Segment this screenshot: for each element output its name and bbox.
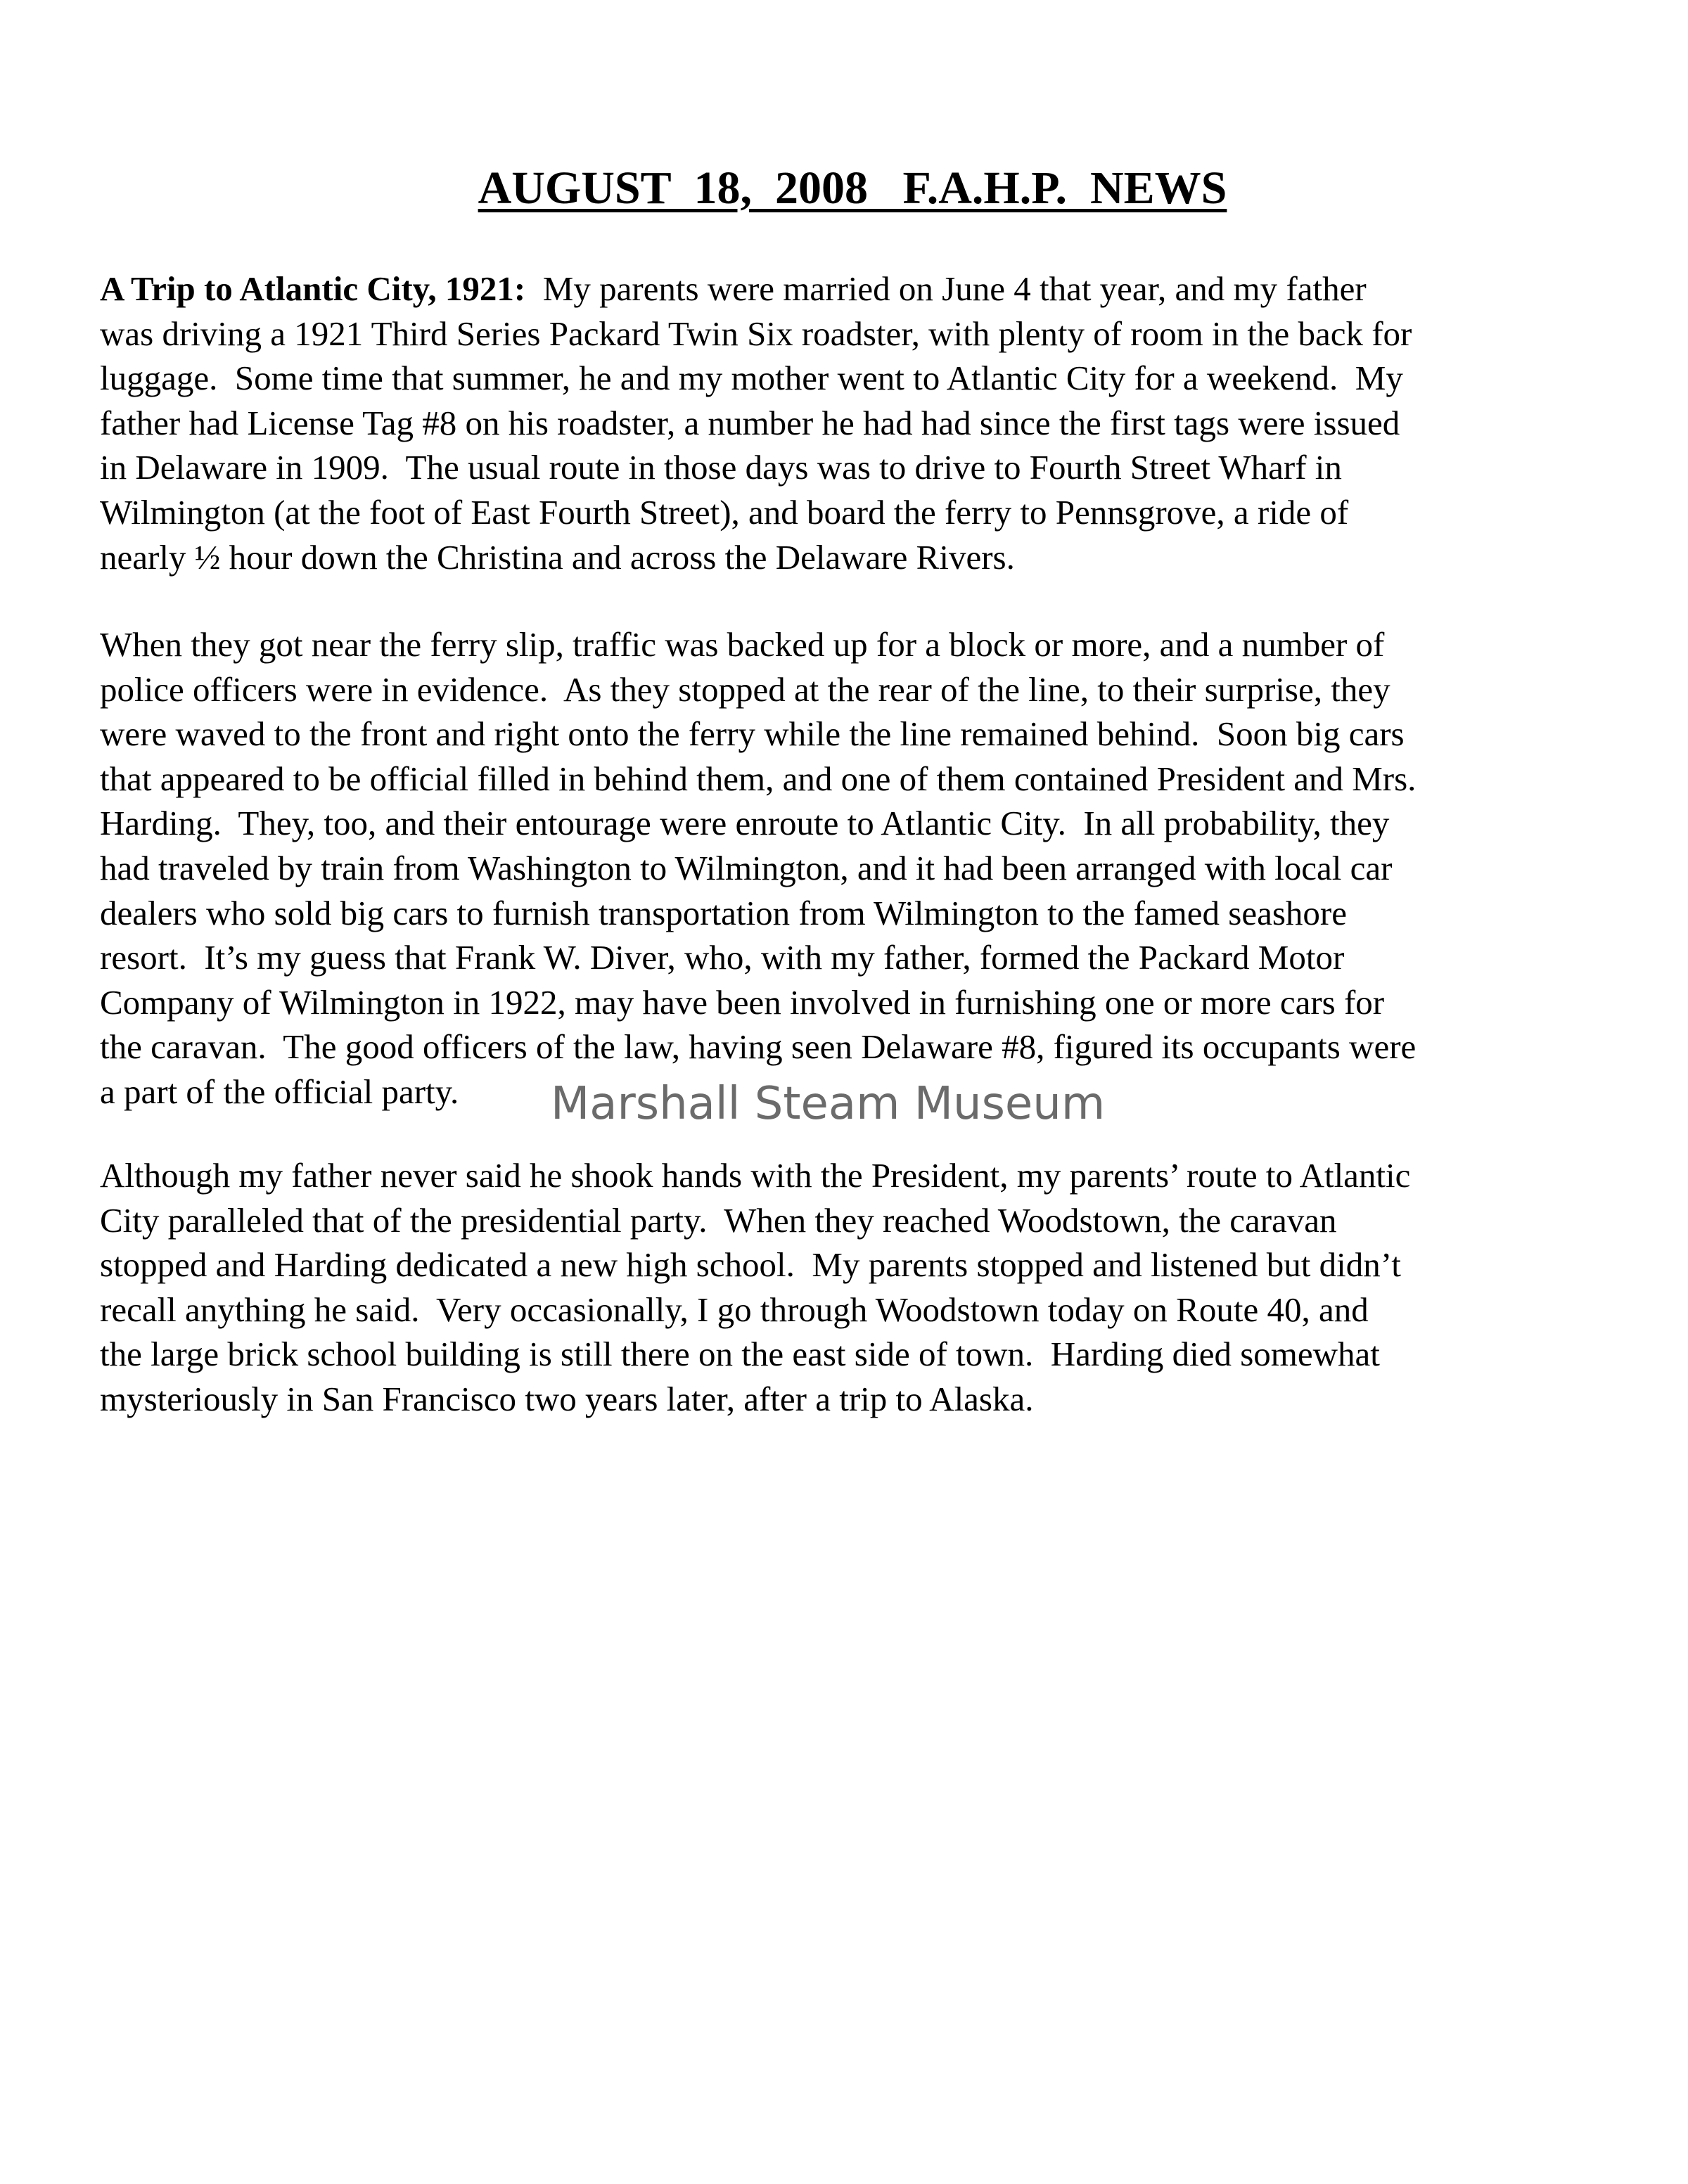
watermark: Marshall Steam Museum (551, 1078, 1106, 1130)
paragraph-line: nearly ½ hour down the Christina and across the Delaware Rivers. (100, 537, 1015, 577)
paragraph-line: police officers were in evidence. As they stopped at the rear of the line, to their surprise, they (100, 669, 1390, 709)
paragraph-line: resort. It’s my guess that Frank W. Diver, who, with my father, formed the Packard Motor (100, 938, 1345, 977)
line-text: My parents were married on June 4 that year, and my father (525, 269, 1367, 308)
paragraph-line: When they got near the ferry slip, traffic was backed up for a block or more, and a number of (100, 625, 1385, 664)
section-heading: A Trip to Atlantic City, 1921: (100, 269, 526, 308)
paragraph-line: luggage. Some time that summer, he and my mother went to Atlantic City for a weekend. My (100, 359, 1403, 398)
paragraph-line: mysteriously in San Francisco two years later, after a trip to Alaska. (100, 1379, 1034, 1418)
paragraph-line: a part of the official party. (100, 1072, 459, 1111)
page-title: AUGUST 18, 2008 F.A.H.P. NEWS (478, 162, 1227, 214)
paragraph-line: in Delaware in 1909. The usual route in those days was to drive to Fourth Street Wharf in (100, 448, 1342, 487)
paragraph-line: was driving a 1921 Third Series Packard Twin Six roadster, with plenty of room in the back for (100, 314, 1412, 353)
paragraph-line: had traveled by train from Washington to Wilmington, and it had been arranged with local car (100, 848, 1393, 887)
paragraph-line: dealers who sold big cars to furnish transportation from Wilmington to the famed seashore (100, 893, 1347, 932)
paragraph-line: Wilmington (at the foot of East Fourth Street), and board the ferry to Pennsgrove, a ride of (100, 492, 1349, 532)
paragraph-ferry-slip (100, 622, 1612, 1115)
paragraph-line: father had License Tag #8 on his roadster, a number he had had since the first tags were issued (100, 403, 1400, 442)
paragraph-woodstown (100, 1153, 1612, 1422)
paragraph-line: City paralleled that of the presidential party. When they reached Woodstown, the caravan (100, 1200, 1337, 1240)
paragraph-line: Company of Wilmington in 1922, may have been involved in furnishing one or more cars for (100, 982, 1385, 1022)
paragraph-line: stopped and Harding dedicated a new high school. My parents stopped and listened but didn’t (100, 1245, 1401, 1285)
paragraph-line: Although my father never said he shook hands with the President, my parents’ route to Atlantic (100, 1156, 1411, 1195)
paragraph-line: Harding. They, too, and their entourage were enroute to Atlantic City. In all probability, they (100, 804, 1390, 843)
paragraph-line: the large brick school building is still there on the east side of town. Harding died somewhat (100, 1335, 1380, 1374)
paragraph-line: recall anything he said. Very occasionally, I go through Woodstown today on Route 40, and (100, 1290, 1369, 1329)
paragraph-line (100, 266, 1612, 311)
paragraph-trip-to-atlantic-city (100, 266, 1612, 579)
paragraph-line: were waved to the front and right onto the ferry while the line remained behind. Soon big cars (100, 714, 1405, 754)
paragraph-line: the caravan. The good officers of the law, having seen Delaware #8, figured its occupants were (100, 1027, 1417, 1067)
paragraph-line: that appeared to be official filled in behind them, and one of them contained President and Mrs. (100, 759, 1417, 798)
